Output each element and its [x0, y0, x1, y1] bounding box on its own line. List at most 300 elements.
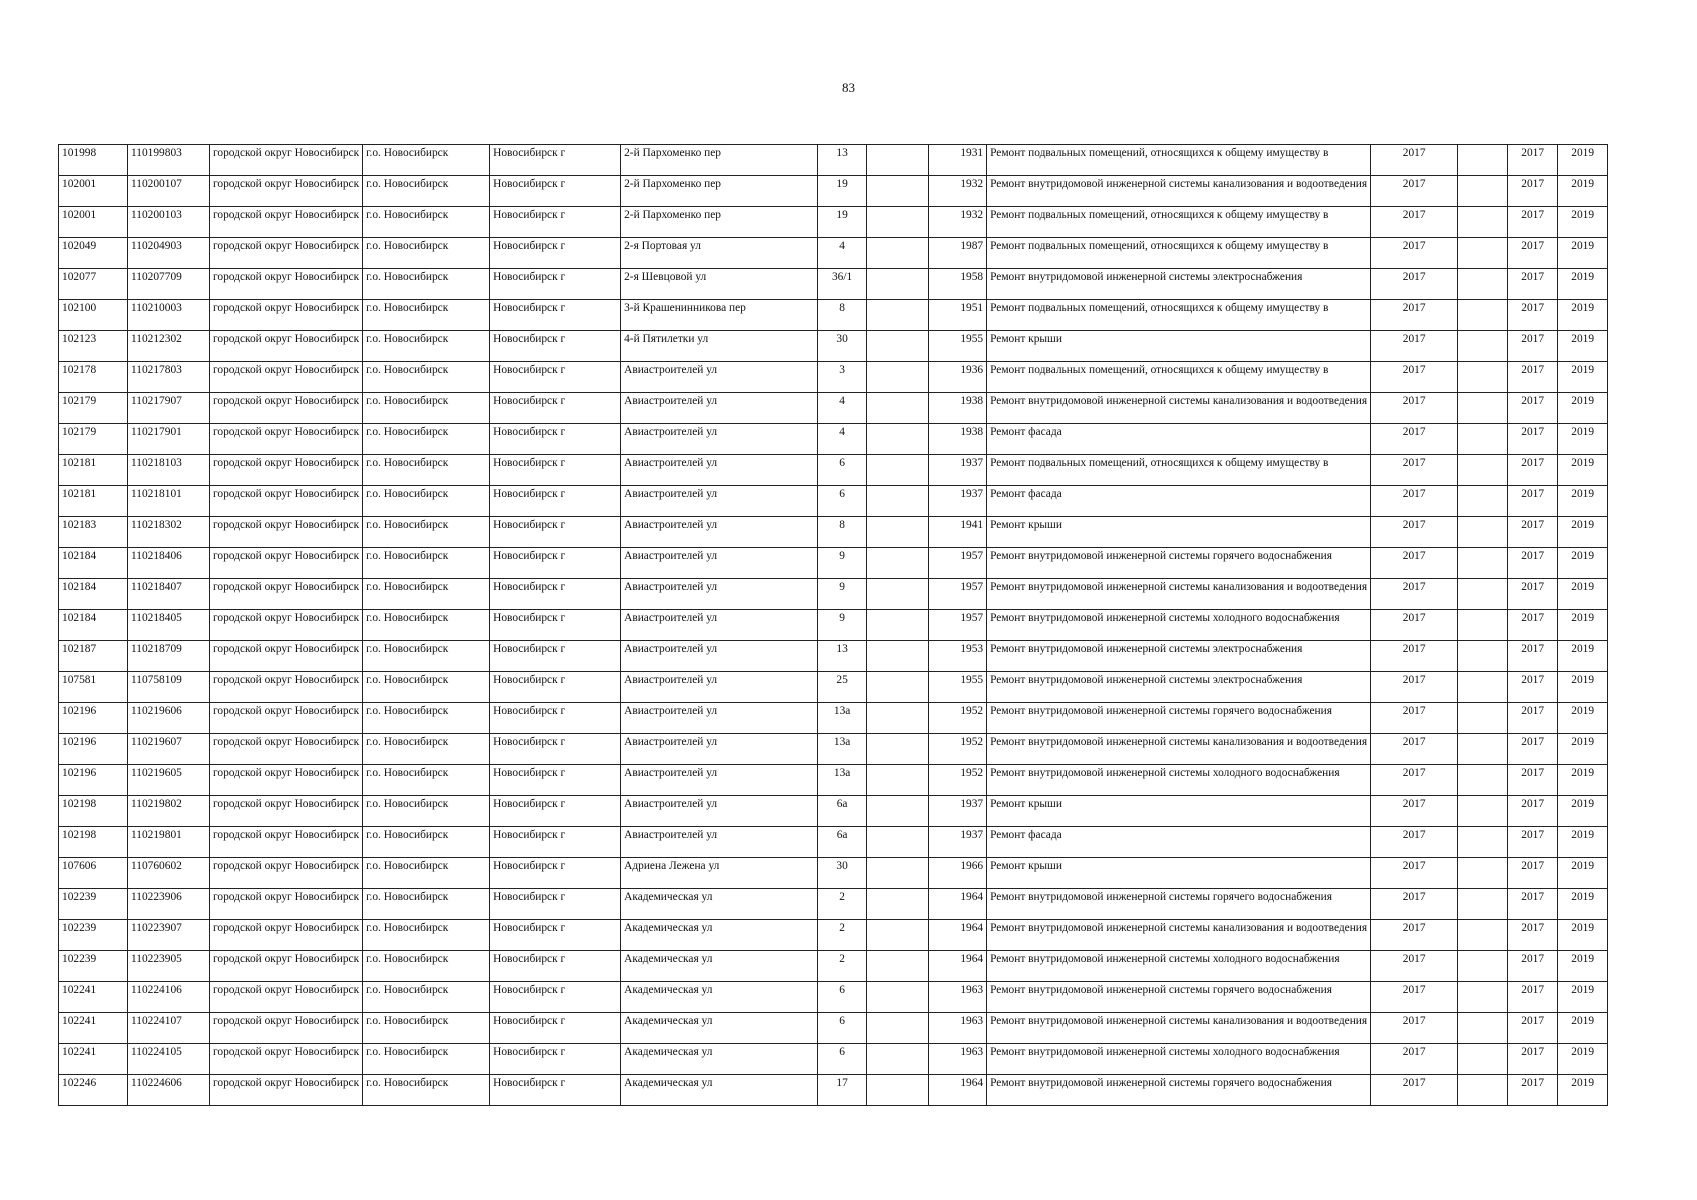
- work-type-cell: [987, 951, 1371, 982]
- settlement-cell: г.о. Новосибирск: [363, 176, 490, 207]
- house-id-cell: 102196: [59, 703, 128, 734]
- work-type-cell: [987, 920, 1371, 951]
- build-year-cell: 1957: [929, 610, 987, 641]
- work-id-cell: 110217803: [128, 362, 210, 393]
- end-year-cell: 2019: [1558, 920, 1608, 951]
- house-number-cell: 25: [818, 672, 867, 703]
- street-cell: Авиастроителей ул: [621, 796, 818, 827]
- work-type-cell: [987, 331, 1371, 362]
- city-cell: Новосибирск г: [490, 424, 621, 455]
- house-id-cell: 102001: [59, 176, 128, 207]
- building-cell: [867, 269, 929, 300]
- house-id-cell: 102001: [59, 207, 128, 238]
- city-cell: Новосибирск г: [490, 362, 621, 393]
- table-row: [59, 579, 1608, 610]
- building-cell: [867, 703, 929, 734]
- city-cell: Новосибирск г: [490, 393, 621, 424]
- table-row: [59, 889, 1608, 920]
- work-id-cell: 110204903: [128, 238, 210, 269]
- table-row: [59, 1044, 1608, 1075]
- municipality-cell: городской округ Новосибирск: [210, 610, 363, 641]
- table-row: [59, 486, 1608, 517]
- work-type-cell: [987, 1013, 1371, 1044]
- city-cell: Новосибирск г: [490, 641, 621, 672]
- building-cell: [867, 734, 929, 765]
- street-cell: 2-й Пархоменко пер: [621, 207, 818, 238]
- city-cell: Новосибирск г: [490, 765, 621, 796]
- work-type-text: Ремонт подвальных помещений, относящихся к общему имуществу в: [990, 147, 1329, 159]
- settlement-cell: г.о. Новосибирск: [363, 920, 490, 951]
- house-id-cell: 102100: [59, 300, 128, 331]
- building-cell: [867, 579, 929, 610]
- start-year-cell: 2017: [1508, 176, 1558, 207]
- plan-year-cell: 2017: [1371, 393, 1458, 424]
- start-year-cell: 2017: [1508, 393, 1558, 424]
- plan-year-cell: 2017: [1371, 517, 1458, 548]
- house-number-cell: 17: [818, 1075, 867, 1106]
- table-row: [59, 393, 1608, 424]
- work-id-cell: 110760602: [128, 858, 210, 889]
- empty-cell: [1458, 1013, 1508, 1044]
- work-type-cell: [987, 207, 1371, 238]
- house-number-cell: 6а: [818, 796, 867, 827]
- settlement-cell: г.о. Новосибирск: [363, 672, 490, 703]
- house-number-cell: 9: [818, 548, 867, 579]
- municipality-cell: городской округ Новосибирск: [210, 703, 363, 734]
- work-type-cell: [987, 300, 1371, 331]
- start-year-cell: 2017: [1508, 672, 1558, 703]
- house-number-cell: 2: [818, 951, 867, 982]
- start-year-cell: 2017: [1508, 889, 1558, 920]
- work-id-cell: 110207709: [128, 269, 210, 300]
- street-cell: Авиастроителей ул: [621, 362, 818, 393]
- settlement-cell: г.о. Новосибирск: [363, 362, 490, 393]
- house-id-cell: 102183: [59, 517, 128, 548]
- work-type-cell: [987, 517, 1371, 548]
- house-number-cell: 3: [818, 362, 867, 393]
- municipality-cell: городской округ Новосибирск: [210, 641, 363, 672]
- settlement-cell: г.о. Новосибирск: [363, 579, 490, 610]
- empty-cell: [1458, 641, 1508, 672]
- street-cell: Авиастроителей ул: [621, 486, 818, 517]
- building-cell: [867, 796, 929, 827]
- build-year-cell: 1953: [929, 641, 987, 672]
- house-number-cell: 6: [818, 455, 867, 486]
- house-id-cell: 102239: [59, 889, 128, 920]
- table-row: [59, 455, 1608, 486]
- start-year-cell: 2017: [1508, 548, 1558, 579]
- work-id-cell: 110200107: [128, 176, 210, 207]
- municipality-cell: городской округ Новосибирск: [210, 331, 363, 362]
- end-year-cell: 2019: [1558, 145, 1608, 176]
- house-id-cell: 101998: [59, 145, 128, 176]
- start-year-cell: 2017: [1508, 455, 1558, 486]
- plan-year-cell: 2017: [1371, 145, 1458, 176]
- empty-cell: [1458, 982, 1508, 1013]
- work-type-text: Ремонт подвальных помещений, относящихся к общему имуществу в: [990, 240, 1329, 252]
- work-type-cell: [987, 796, 1371, 827]
- house-id-cell: 102123: [59, 331, 128, 362]
- city-cell: Новосибирск г: [490, 455, 621, 486]
- work-type-text: Ремонт внутридомовой инженерной системы горячего водоснабжения: [990, 891, 1332, 903]
- table-row: [59, 517, 1608, 548]
- work-id-cell: 110758109: [128, 672, 210, 703]
- build-year-cell: 1964: [929, 889, 987, 920]
- empty-cell: [1458, 455, 1508, 486]
- city-cell: Новосибирск г: [490, 827, 621, 858]
- work-type-text: Ремонт внутридомовой инженерной системы канализования и водоотведения: [990, 922, 1368, 934]
- building-cell: [867, 1013, 929, 1044]
- city-cell: Новосибирск г: [490, 579, 621, 610]
- work-id-cell: 110218302: [128, 517, 210, 548]
- municipality-cell: городской округ Новосибирск: [210, 548, 363, 579]
- house-id-cell: 102181: [59, 486, 128, 517]
- settlement-cell: г.о. Новосибирск: [363, 703, 490, 734]
- start-year-cell: 2017: [1508, 517, 1558, 548]
- work-id-cell: 110217901: [128, 424, 210, 455]
- house-number-cell: 13а: [818, 703, 867, 734]
- city-cell: Новосибирск г: [490, 486, 621, 517]
- work-type-text: Ремонт фасада: [990, 488, 1062, 500]
- table-body: [59, 145, 1608, 1106]
- end-year-cell: 2019: [1558, 455, 1608, 486]
- work-id-cell: 110210003: [128, 300, 210, 331]
- empty-cell: [1458, 300, 1508, 331]
- table-row: [59, 982, 1608, 1013]
- street-cell: Академическая ул: [621, 951, 818, 982]
- street-cell: Авиастроителей ул: [621, 579, 818, 610]
- build-year-cell: 1964: [929, 951, 987, 982]
- empty-cell: [1458, 858, 1508, 889]
- empty-cell: [1458, 362, 1508, 393]
- work-type-cell: [987, 145, 1371, 176]
- street-cell: Авиастроителей ул: [621, 610, 818, 641]
- end-year-cell: 2019: [1558, 1013, 1608, 1044]
- start-year-cell: 2017: [1508, 207, 1558, 238]
- city-cell: Новосибирск г: [490, 207, 621, 238]
- table-row: [59, 796, 1608, 827]
- building-cell: [867, 517, 929, 548]
- house-id-cell: 102181: [59, 455, 128, 486]
- house-number-cell: 9: [818, 579, 867, 610]
- plan-year-cell: 2017: [1371, 548, 1458, 579]
- plan-year-cell: 2017: [1371, 672, 1458, 703]
- building-cell: [867, 331, 929, 362]
- end-year-cell: 2019: [1558, 610, 1608, 641]
- work-type-cell: [987, 393, 1371, 424]
- plan-year-cell: 2017: [1371, 269, 1458, 300]
- work-type-text: Ремонт подвальных помещений, относящихся к общему имуществу в: [990, 209, 1329, 221]
- work-type-text: Ремонт внутридомовой инженерной системы электроснабжения: [990, 271, 1303, 283]
- work-type-text: Ремонт фасада: [990, 829, 1062, 841]
- work-type-text: Ремонт внутридомовой инженерной системы электроснабжения: [990, 643, 1303, 655]
- street-cell: 2-й Пархоменко пер: [621, 145, 818, 176]
- city-cell: Новосибирск г: [490, 517, 621, 548]
- table-row: [59, 734, 1608, 765]
- city-cell: Новосибирск г: [490, 672, 621, 703]
- build-year-cell: 1963: [929, 1013, 987, 1044]
- city-cell: Новосибирск г: [490, 734, 621, 765]
- build-year-cell: 1963: [929, 982, 987, 1013]
- end-year-cell: 2019: [1558, 269, 1608, 300]
- empty-cell: [1458, 1044, 1508, 1075]
- house-number-cell: 19: [818, 176, 867, 207]
- end-year-cell: 2019: [1558, 176, 1608, 207]
- start-year-cell: 2017: [1508, 951, 1558, 982]
- empty-cell: [1458, 765, 1508, 796]
- empty-cell: [1458, 889, 1508, 920]
- city-cell: Новосибирск г: [490, 796, 621, 827]
- city-cell: Новосибирск г: [490, 1013, 621, 1044]
- empty-cell: [1458, 424, 1508, 455]
- work-id-cell: 110199803: [128, 145, 210, 176]
- end-year-cell: 2019: [1558, 331, 1608, 362]
- empty-cell: [1458, 703, 1508, 734]
- work-type-cell: [987, 672, 1371, 703]
- house-number-cell: 6а: [818, 827, 867, 858]
- work-type-cell: [987, 982, 1371, 1013]
- plan-year-cell: 2017: [1371, 579, 1458, 610]
- city-cell: Новосибирск г: [490, 145, 621, 176]
- plan-year-cell: 2017: [1371, 827, 1458, 858]
- building-cell: [867, 858, 929, 889]
- table-row: [59, 1075, 1608, 1106]
- end-year-cell: 2019: [1558, 548, 1608, 579]
- work-type-cell: [987, 703, 1371, 734]
- municipality-cell: городской округ Новосибирск: [210, 517, 363, 548]
- empty-cell: [1458, 269, 1508, 300]
- end-year-cell: 2019: [1558, 672, 1608, 703]
- empty-cell: [1458, 610, 1508, 641]
- house-number-cell: 8: [818, 517, 867, 548]
- city-cell: Новосибирск г: [490, 951, 621, 982]
- table-row: [59, 951, 1608, 982]
- table-row: [59, 827, 1608, 858]
- street-cell: Академическая ул: [621, 1044, 818, 1075]
- municipality-cell: городской округ Новосибирск: [210, 393, 363, 424]
- plan-year-cell: 2017: [1371, 734, 1458, 765]
- work-type-text: Ремонт внутридомовой инженерной системы холодного водоснабжения: [990, 767, 1340, 779]
- work-type-text: Ремонт внутридомовой инженерной системы канализования и водоотведения: [990, 581, 1368, 593]
- city-cell: Новосибирск г: [490, 269, 621, 300]
- work-type-text: Ремонт внутридомовой инженерной системы канализования и водоотведения: [990, 736, 1368, 748]
- build-year-cell: 1938: [929, 424, 987, 455]
- build-year-cell: 1937: [929, 827, 987, 858]
- work-type-text: Ремонт внутридомовой инженерной системы горячего водоснабжения: [990, 705, 1332, 717]
- table-row: [59, 548, 1608, 579]
- municipality-cell: городской округ Новосибирск: [210, 982, 363, 1013]
- house-number-cell: 6: [818, 486, 867, 517]
- work-type-cell: [987, 1044, 1371, 1075]
- building-cell: [867, 827, 929, 858]
- building-cell: [867, 176, 929, 207]
- street-cell: Авиастроителей ул: [621, 455, 818, 486]
- start-year-cell: 2017: [1508, 827, 1558, 858]
- street-cell: Авиастроителей ул: [621, 827, 818, 858]
- house-number-cell: 8: [818, 300, 867, 331]
- house-id-cell: 102241: [59, 1013, 128, 1044]
- build-year-cell: 1951: [929, 300, 987, 331]
- building-cell: [867, 393, 929, 424]
- settlement-cell: г.о. Новосибирск: [363, 331, 490, 362]
- start-year-cell: 2017: [1508, 269, 1558, 300]
- street-cell: Авиастроителей ул: [621, 548, 818, 579]
- start-year-cell: 2017: [1508, 145, 1558, 176]
- work-type-text: Ремонт внутридомовой инженерной системы электроснабжения: [990, 674, 1303, 686]
- plan-year-cell: 2017: [1371, 362, 1458, 393]
- work-type-text: Ремонт крыши: [990, 333, 1062, 345]
- settlement-cell: г.о. Новосибирск: [363, 951, 490, 982]
- start-year-cell: 2017: [1508, 1013, 1558, 1044]
- house-id-cell: 102241: [59, 982, 128, 1013]
- end-year-cell: 2019: [1558, 796, 1608, 827]
- house-number-cell: 36/1: [818, 269, 867, 300]
- plan-year-cell: 2017: [1371, 920, 1458, 951]
- street-cell: Авиастроителей ул: [621, 703, 818, 734]
- work-id-cell: 110219606: [128, 703, 210, 734]
- building-cell: [867, 920, 929, 951]
- building-cell: [867, 641, 929, 672]
- settlement-cell: г.о. Новосибирск: [363, 238, 490, 269]
- city-cell: Новосибирск г: [490, 703, 621, 734]
- municipality-cell: городской округ Новосибирск: [210, 145, 363, 176]
- work-id-cell: 110200103: [128, 207, 210, 238]
- city-cell: Новосибирск г: [490, 610, 621, 641]
- building-cell: [867, 238, 929, 269]
- city-cell: Новосибирск г: [490, 1075, 621, 1106]
- building-cell: [867, 455, 929, 486]
- build-year-cell: 1941: [929, 517, 987, 548]
- table-row: [59, 207, 1608, 238]
- work-id-cell: 110224105: [128, 1044, 210, 1075]
- build-year-cell: 1963: [929, 1044, 987, 1075]
- work-type-text: Ремонт крыши: [990, 860, 1062, 872]
- plan-year-cell: 2017: [1371, 858, 1458, 889]
- work-type-cell: [987, 176, 1371, 207]
- work-id-cell: 110219607: [128, 734, 210, 765]
- table-row: [59, 331, 1608, 362]
- plan-year-cell: 2017: [1371, 238, 1458, 269]
- house-number-cell: 9: [818, 610, 867, 641]
- work-type-text: Ремонт внутридомовой инженерной системы горячего водоснабжения: [990, 1077, 1332, 1089]
- house-number-cell: 4: [818, 393, 867, 424]
- work-type-cell: [987, 424, 1371, 455]
- building-cell: [867, 672, 929, 703]
- work-id-cell: 110218101: [128, 486, 210, 517]
- build-year-cell: 1938: [929, 393, 987, 424]
- settlement-cell: г.о. Новосибирск: [363, 734, 490, 765]
- table-row: [59, 1013, 1608, 1044]
- table-row: [59, 610, 1608, 641]
- house-id-cell: 102049: [59, 238, 128, 269]
- table-row: [59, 300, 1608, 331]
- plan-year-cell: 2017: [1371, 1013, 1458, 1044]
- plan-year-cell: 2017: [1371, 610, 1458, 641]
- empty-cell: [1458, 734, 1508, 765]
- start-year-cell: 2017: [1508, 486, 1558, 517]
- work-id-cell: 110219605: [128, 765, 210, 796]
- start-year-cell: 2017: [1508, 765, 1558, 796]
- plan-year-cell: 2017: [1371, 982, 1458, 1013]
- work-type-text: Ремонт внутридомовой инженерной системы горячего водоснабжения: [990, 984, 1332, 996]
- work-type-cell: [987, 641, 1371, 672]
- end-year-cell: 2019: [1558, 734, 1608, 765]
- street-cell: Академическая ул: [621, 1075, 818, 1106]
- end-year-cell: 2019: [1558, 641, 1608, 672]
- municipality-cell: городской округ Новосибирск: [210, 858, 363, 889]
- municipality-cell: городской округ Новосибирск: [210, 455, 363, 486]
- build-year-cell: 1957: [929, 548, 987, 579]
- settlement-cell: г.о. Новосибирск: [363, 455, 490, 486]
- street-cell: Авиастроителей ул: [621, 393, 818, 424]
- work-type-cell: [987, 362, 1371, 393]
- empty-cell: [1458, 951, 1508, 982]
- street-cell: Авиастроителей ул: [621, 765, 818, 796]
- street-cell: 2-й Пархоменко пер: [621, 176, 818, 207]
- end-year-cell: 2019: [1558, 951, 1608, 982]
- work-id-cell: 110223907: [128, 920, 210, 951]
- settlement-cell: г.о. Новосибирск: [363, 827, 490, 858]
- work-type-text: Ремонт внутридомовой инженерной системы холодного водоснабжения: [990, 612, 1340, 624]
- work-type-cell: [987, 548, 1371, 579]
- building-cell: [867, 486, 929, 517]
- municipality-cell: городской округ Новосибирск: [210, 951, 363, 982]
- work-id-cell: 110223905: [128, 951, 210, 982]
- city-cell: Новосибирск г: [490, 238, 621, 269]
- work-id-cell: 110224606: [128, 1075, 210, 1106]
- work-type-cell: [987, 455, 1371, 486]
- settlement-cell: г.о. Новосибирск: [363, 300, 490, 331]
- work-id-cell: 110217907: [128, 393, 210, 424]
- house-number-cell: 6: [818, 982, 867, 1013]
- end-year-cell: 2019: [1558, 238, 1608, 269]
- house-number-cell: 30: [818, 858, 867, 889]
- house-number-cell: 13: [818, 145, 867, 176]
- work-id-cell: 110218406: [128, 548, 210, 579]
- work-type-cell: [987, 610, 1371, 641]
- table-row: [59, 641, 1608, 672]
- work-type-cell: [987, 734, 1371, 765]
- work-type-text: Ремонт подвальных помещений, относящихся к общему имуществу в: [990, 457, 1329, 469]
- start-year-cell: 2017: [1508, 424, 1558, 455]
- work-id-cell: 110212302: [128, 331, 210, 362]
- build-year-cell: 1955: [929, 331, 987, 362]
- street-cell: Академическая ул: [621, 920, 818, 951]
- end-year-cell: 2019: [1558, 424, 1608, 455]
- street-cell: Авиастроителей ул: [621, 641, 818, 672]
- settlement-cell: г.о. Новосибирск: [363, 486, 490, 517]
- building-cell: [867, 207, 929, 238]
- settlement-cell: г.о. Новосибирск: [363, 610, 490, 641]
- plan-year-cell: 2017: [1371, 951, 1458, 982]
- settlement-cell: г.о. Новосибирск: [363, 858, 490, 889]
- end-year-cell: 2019: [1558, 982, 1608, 1013]
- city-cell: Новосибирск г: [490, 1044, 621, 1075]
- end-year-cell: 2019: [1558, 579, 1608, 610]
- municipality-cell: городской округ Новосибирск: [210, 1013, 363, 1044]
- plan-year-cell: 2017: [1371, 1044, 1458, 1075]
- house-number-cell: 13: [818, 641, 867, 672]
- work-type-cell: [987, 827, 1371, 858]
- empty-cell: [1458, 517, 1508, 548]
- start-year-cell: 2017: [1508, 920, 1558, 951]
- building-cell: [867, 1044, 929, 1075]
- municipality-cell: городской округ Новосибирск: [210, 424, 363, 455]
- work-type-text: Ремонт внутридомовой инженерной системы холодного водоснабжения: [990, 953, 1340, 965]
- empty-cell: [1458, 920, 1508, 951]
- building-cell: [867, 610, 929, 641]
- table-row: [59, 238, 1608, 269]
